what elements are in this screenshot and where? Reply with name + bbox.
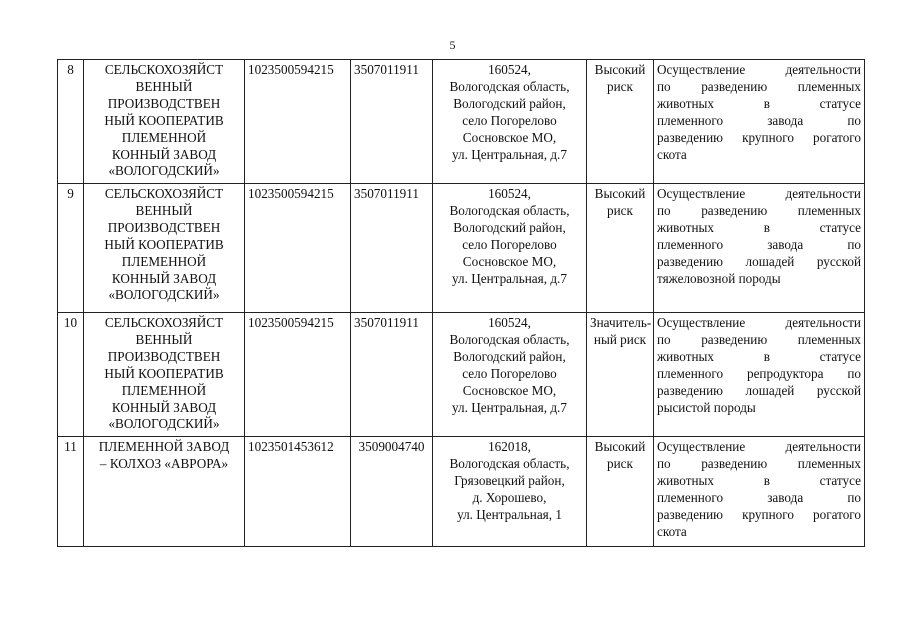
- activity-line: разведению крупного рогатого: [657, 506, 861, 522]
- inn-cell: 3509004740: [351, 437, 433, 547]
- address-line: 160524,: [488, 186, 531, 201]
- activity-description-cell: [654, 313, 865, 437]
- address-line: ул. Центральная, д.7: [452, 146, 567, 162]
- address-line: 160524,: [488, 315, 531, 330]
- risk-category-cell: [587, 313, 654, 437]
- address-line: ул. Центральная, д.7: [452, 399, 567, 415]
- ogrn-cell: 1023500594215: [245, 313, 351, 437]
- organization-name-line: ПЛЕМЕННОЙ: [121, 129, 207, 145]
- activity-line: Осуществление деятельности: [657, 315, 861, 330]
- activity-description-cell: [654, 184, 865, 313]
- organization-name-line: «ВОЛОГОДСКИЙ»: [108, 287, 220, 303]
- activity-line: разведению крупного рогатого: [657, 129, 861, 145]
- organization-name-line: ПРОИЗВОДСТВЕН: [107, 95, 221, 111]
- organization-name-line: КОННЫЙ ЗАВОД: [111, 270, 217, 286]
- activity-line: рысистой породы: [657, 399, 756, 415]
- organization-name-line: НЫЙ КООПЕРАТИВ: [104, 112, 224, 128]
- activity-line: по разведению племенных: [657, 202, 861, 218]
- address-line: 162018,: [488, 439, 531, 454]
- address-line: село Погорелово: [462, 365, 557, 381]
- organization-name-line: СЕЛЬСКОХОЗЯЙСТ: [104, 186, 224, 201]
- organization-name-line: ВЕННЫЙ: [135, 202, 193, 218]
- activity-description-cell: [654, 437, 865, 547]
- activity-description-cell: [654, 60, 865, 184]
- row-number-cell: 9: [58, 184, 84, 313]
- risk-category-cell: [587, 184, 654, 313]
- address-line: Вологодская область,: [449, 202, 570, 218]
- row-number-cell: 11: [58, 437, 84, 547]
- organization-name-line: СЕЛЬСКОХОЗЯЙСТ: [104, 62, 224, 77]
- organization-name-line: КОННЫЙ ЗАВОД: [111, 399, 217, 415]
- table-row: [58, 313, 865, 437]
- table-row: [58, 437, 865, 547]
- address-cell: [433, 437, 587, 547]
- organization-name-line: ПЛЕМЕННОЙ: [121, 382, 207, 398]
- address-cell: [433, 184, 587, 313]
- risk-category-cell: [587, 437, 654, 547]
- activity-line: по разведению племенных: [657, 78, 861, 94]
- activity-line: разведению лошадей русской: [657, 253, 861, 269]
- activity-line: скота: [657, 146, 687, 162]
- address-line: Вологодский район,: [453, 348, 566, 364]
- activity-line: Осуществление деятельности: [657, 439, 861, 454]
- registry-table: [57, 59, 865, 547]
- organization-name-cell: [84, 60, 245, 184]
- activity-line: разведению лошадей русской: [657, 382, 861, 398]
- risk-line: ный риск: [593, 331, 647, 347]
- organization-name-line: ПЛЕМЕННОЙ: [121, 253, 207, 269]
- activity-line: животных в статусе: [657, 95, 861, 111]
- organization-name-line: СЕЛЬСКОХОЗЯЙСТ: [104, 315, 224, 330]
- activity-line: племенного завода по: [657, 236, 861, 252]
- address-line: Грязовецкий район,: [454, 472, 565, 488]
- address-line: Вологодская область,: [449, 331, 570, 347]
- organization-name-cell: [84, 437, 245, 547]
- organization-name-cell: [84, 184, 245, 313]
- address-line: Вологодский район,: [453, 95, 566, 111]
- address-line: село Погорелово: [462, 236, 557, 252]
- organization-name-line: ВЕННЫЙ: [135, 78, 193, 94]
- address-cell: [433, 60, 587, 184]
- activity-line: скота: [657, 523, 687, 539]
- row-number-cell: 10: [58, 313, 84, 437]
- risk-line: Высокий: [594, 439, 646, 454]
- activity-line: тяжеловозной породы: [657, 270, 781, 286]
- risk-line: риск: [607, 455, 633, 471]
- organization-name-line: – КОЛХОЗ «АВРОРА»: [99, 455, 229, 471]
- ogrn-cell: 1023500594215: [245, 60, 351, 184]
- address-line: Сосновское МО,: [462, 382, 557, 398]
- address-line: д. Хорошево,: [472, 489, 547, 505]
- organization-name-cell: [84, 313, 245, 437]
- activity-line: по разведению племенных: [657, 331, 861, 347]
- address-cell: [433, 313, 587, 437]
- address-line: 160524,: [488, 62, 531, 77]
- address-line: ул. Центральная, д.7: [452, 270, 567, 286]
- activity-line: Осуществление деятельности: [657, 62, 861, 77]
- inn-cell: 3507011911: [351, 184, 433, 313]
- address-line: Сосновское МО,: [462, 253, 557, 269]
- activity-line: племенного репродуктора по: [657, 365, 861, 381]
- risk-line: Высокий: [594, 62, 646, 77]
- organization-name-line: НЫЙ КООПЕРАТИВ: [104, 365, 224, 381]
- organization-name-line: ПРОИЗВОДСТВЕН: [107, 219, 221, 235]
- address-line: ул. Центральная, 1: [457, 506, 562, 522]
- risk-line: риск: [607, 78, 633, 94]
- table-row: [58, 184, 865, 313]
- activity-line: животных в статусе: [657, 219, 861, 235]
- organization-name-line: ПРОИЗВОДСТВЕН: [107, 348, 221, 364]
- table-row: [58, 60, 865, 184]
- activity-line: племенного завода по: [657, 489, 861, 505]
- risk-line: риск: [607, 202, 633, 218]
- organization-name-line: НЫЙ КООПЕРАТИВ: [104, 236, 224, 252]
- risk-line: Значитель-: [590, 315, 652, 330]
- page-number: 5: [449, 38, 456, 52]
- organization-name-line: «ВОЛОГОДСКИЙ»: [108, 163, 220, 179]
- activity-line: Осуществление деятельности: [657, 186, 861, 201]
- organization-name-line: ВЕННЫЙ: [135, 331, 193, 347]
- inn-cell: 3507011911: [351, 313, 433, 437]
- risk-line: Высокий: [594, 186, 646, 201]
- address-line: село Погорелово: [462, 112, 557, 128]
- address-line: Сосновское МО,: [462, 129, 557, 145]
- risk-category-cell: [587, 60, 654, 184]
- address-line: Вологодский район,: [453, 219, 566, 235]
- address-line: Вологодская область,: [449, 78, 570, 94]
- ogrn-cell: 1023500594215: [245, 184, 351, 313]
- organization-name-line: КОННЫЙ ЗАВОД: [111, 146, 217, 162]
- organization-name-line: «ВОЛОГОДСКИЙ»: [108, 416, 220, 432]
- activity-line: животных в статусе: [657, 348, 861, 364]
- row-number-cell: 8: [58, 60, 84, 184]
- inn-cell: 3507011911: [351, 60, 433, 184]
- ogrn-cell: 1023501453612: [245, 437, 351, 547]
- activity-line: по разведению племенных: [657, 455, 861, 471]
- activity-line: животных в статусе: [657, 472, 861, 488]
- address-line: Вологодская область,: [449, 455, 570, 471]
- activity-line: племенного завода по: [657, 112, 861, 128]
- organization-name-line: ПЛЕМЕННОЙ ЗАВОД: [98, 439, 230, 454]
